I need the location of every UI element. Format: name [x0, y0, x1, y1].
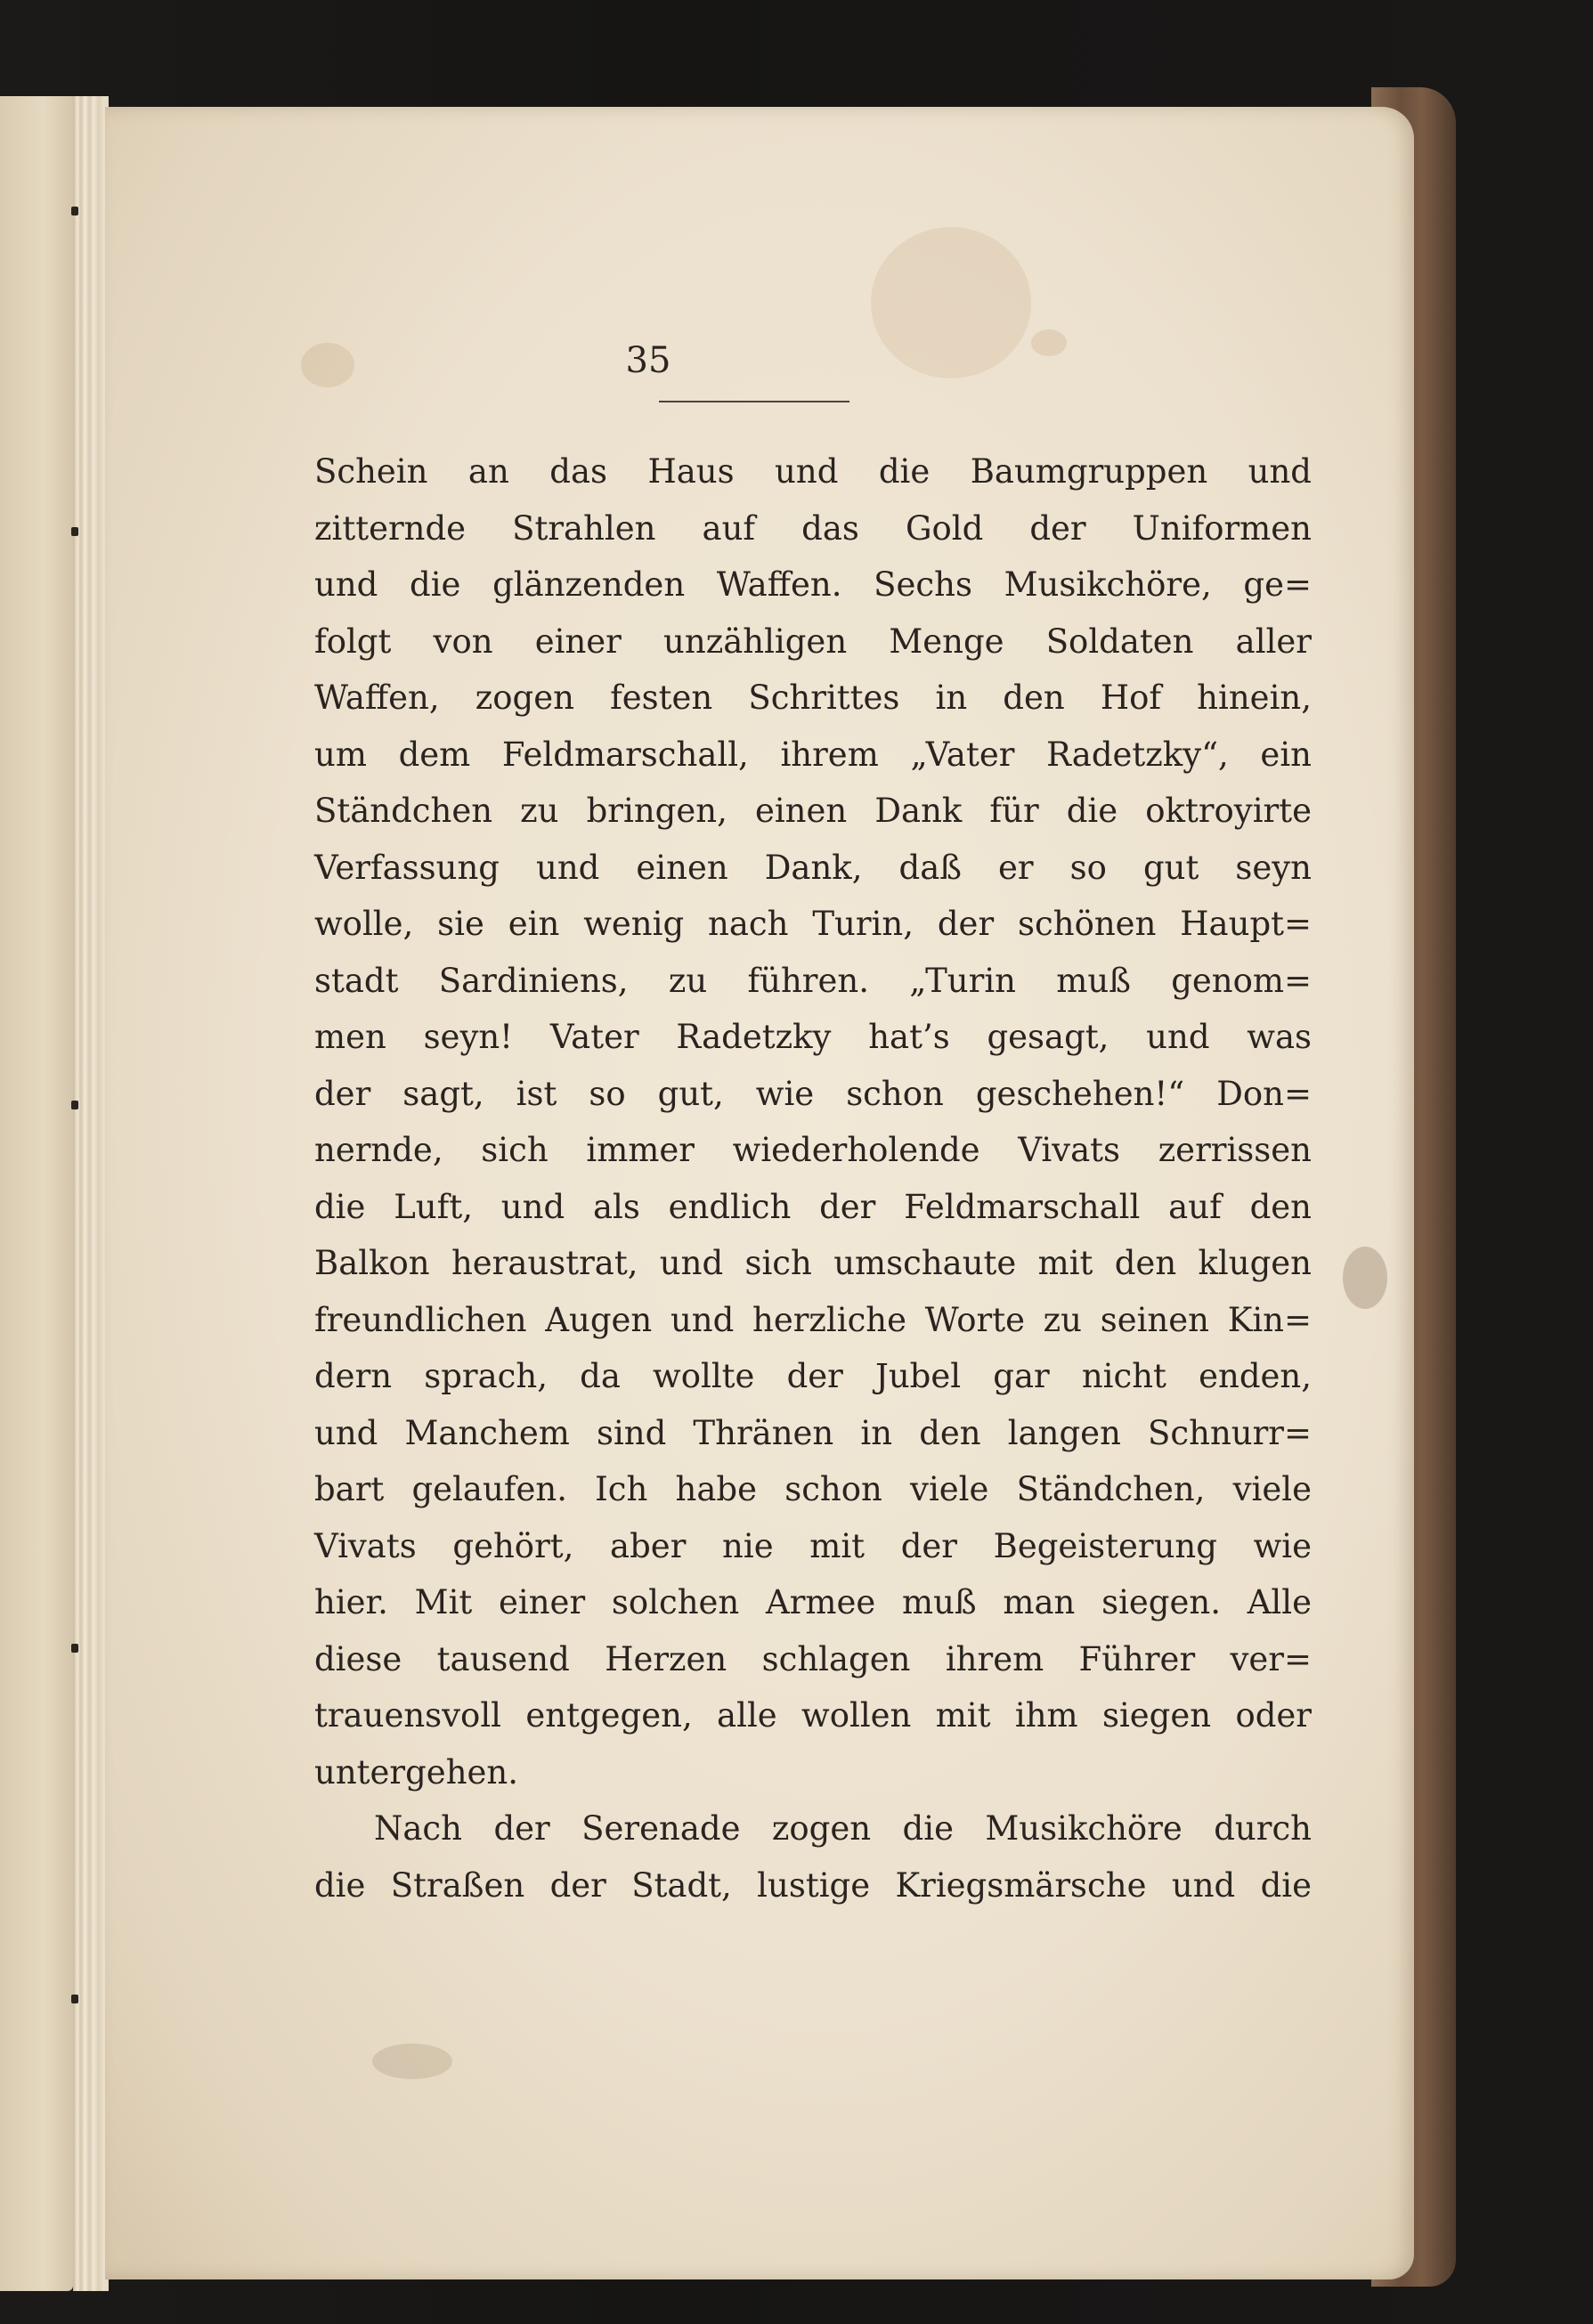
binding-stitch — [71, 1995, 78, 2003]
binding-stitch — [71, 1101, 78, 1109]
text-line: um dem Feldmarschall, ihrem „Vater Radetzky“, ein — [314, 735, 1312, 774]
left-page-edge — [0, 96, 73, 2291]
text-line: Verfassung und einen Dank, daß er so gut seyn — [314, 848, 1312, 887]
text-line: stadt Sardiniens, zu führen. „Turin muß genom= — [314, 961, 1312, 1000]
text-line: bart gelaufen. Ich habe schon viele Ständchen, viele — [314, 1470, 1312, 1508]
paragraph-first-line: Nach der Serenade zogen die Musikchöre durch — [374, 1809, 1312, 1848]
page-header — [105, 340, 1414, 381]
text-line: trauensvoll entgegen, alle wollen mit ihm siegen oder — [314, 1696, 1312, 1735]
paper-stain — [372, 2044, 452, 2079]
text-line: Ständchen zu bringen, einen Dank für die oktroyirte — [314, 792, 1312, 830]
text-line: zitternde Strahlen auf das Gold der Uniformen — [314, 508, 1312, 548]
text-line: dern sprach, da wollte der Jubel gar nicht enden, — [314, 1357, 1312, 1395]
text-line: folgt von einer unzähligen Menge Soldaten aller — [314, 622, 1312, 661]
text-line: untergehen. — [314, 1752, 519, 1792]
text-line: Waffen, zogen festen Schrittes in den Hof hinein, — [314, 679, 1312, 717]
text-line: der sagt, ist so gut, wie schon geschehen!“ Don= — [314, 1074, 1312, 1113]
header-rule — [659, 401, 849, 402]
book-page — [105, 107, 1414, 2279]
text-line: men seyn! Vater Radetzky hat’s gesagt, und was — [314, 1018, 1312, 1056]
page-number: 35 — [625, 340, 671, 381]
text-line: freundlichen Augen und herzliche Worte zu seinen Kin= — [314, 1300, 1312, 1339]
binding-stitch — [71, 207, 78, 215]
text-line: und die glänzenden Waffen. Sechs Musikchöre, ge= — [314, 565, 1312, 604]
text-line: nernde, sich immer wiederholende Vivats zerrissen — [314, 1131, 1312, 1169]
text-line: die Straßen der Stadt, lustige Kriegsmärsche und die — [314, 1865, 1312, 1905]
binding-stitch — [71, 1644, 78, 1653]
text-line: diese tausend Herzen schlagen ihrem Führer ver= — [314, 1639, 1312, 1678]
text-line: und Manchem sind Thränen in den langen Schnurr= — [314, 1413, 1312, 1452]
paper-stain — [1343, 1247, 1387, 1309]
binding-gutter — [73, 96, 109, 2291]
text-line: Vivats gehört, aber nie mit der Begeisterung wie — [314, 1526, 1312, 1565]
text-line: die Luft, und als endlich der Feldmarschall auf den — [314, 1187, 1312, 1226]
text-line: wolle, sie ein wenig nach Turin, der schönen Haupt= — [314, 905, 1312, 943]
text-line: hier. Mit einer solchen Armee muß man siegen. Alle — [314, 1583, 1312, 1621]
body-text — [314, 443, 1312, 1914]
text-line: Balkon heraustrat, und sich umschaute mit den klugen — [314, 1244, 1312, 1282]
text-line: Schein an das Haus und die Baumgruppen und — [314, 452, 1312, 491]
binding-stitch — [71, 527, 78, 536]
